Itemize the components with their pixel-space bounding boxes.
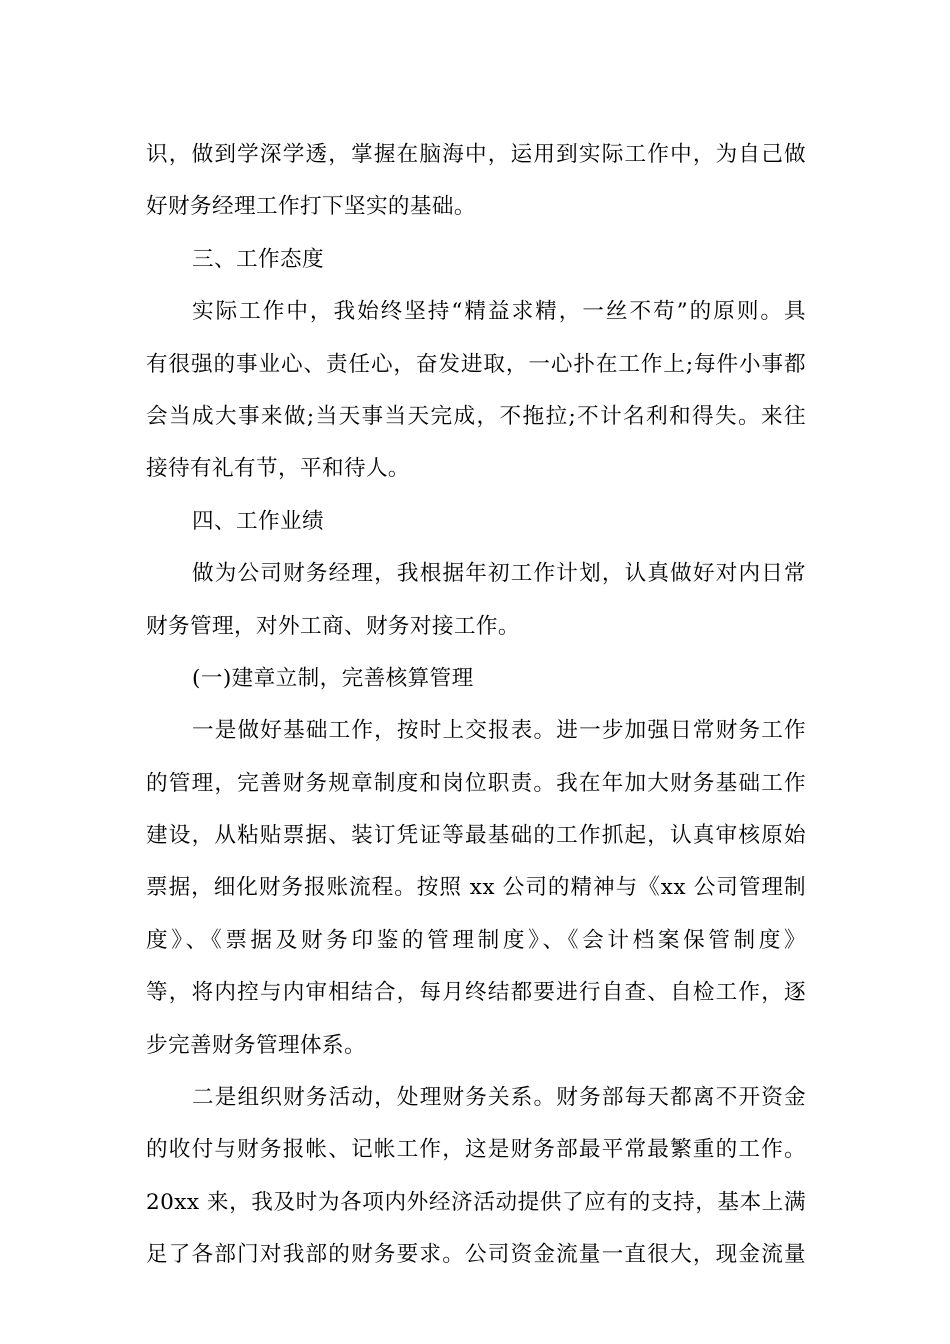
paragraph-line: 等，将内控与内审相结合，每月终结都要进行自查、自检工作，逐	[146, 980, 806, 1006]
paragraph-line: 一是做好基础工作，按时上交报表。进一步加强日常财务工作	[192, 718, 806, 744]
paragraph-line: 建设，从粘贴票据、装订凭证等最基础的工作抓起，认真审核原始	[146, 823, 806, 849]
section-heading: 四、工作业绩	[192, 508, 324, 534]
paragraph-line: 的收付与财务报帐、记帐工作，这是财务部最平常最繁重的工作。	[146, 1137, 806, 1163]
paragraph-line: 票据，细化财务报账流程。按照 xx 公司的精神与《xx 公司管理制	[146, 875, 806, 901]
paragraph-line: 识，做到学深学透，掌握在脑海中，运用到实际工作中，为自己做	[146, 142, 806, 167]
paragraph-line: 度》、《票据及财务印鉴的管理制度》、《会计档案保管制度》	[146, 927, 806, 953]
paragraph-line: 好财务经理工作打下坚实的基础。	[146, 194, 476, 220]
paragraph-line: 二是组织财务活动，处理财务关系。财务部每天都离不开资金	[192, 1085, 806, 1111]
paragraph-line: 20xx 来，我及时为各项内外经济活动提供了应有的支持，基本上满	[146, 1189, 806, 1215]
paragraph-line: 财务管理，对外工商、财务对接工作。	[146, 613, 520, 639]
paragraph-line: 的管理，完善财务规章制度和岗位职责。我在年加大财务基础工作	[146, 770, 806, 796]
document-body	[146, 129, 806, 1282]
section-heading: 三、工作态度	[192, 246, 324, 272]
paragraph-line: 做为公司财务经理，我根据年初工作计划，认真做好对内日常	[192, 561, 806, 587]
paragraph-line: 实际工作中，我始终坚持“精益求精，一丝不苟”的原则。具	[192, 299, 806, 325]
subsection-heading: (一)建章立制，完善核算管理	[192, 665, 474, 691]
paragraph-line: 接待有礼有节，平和待人。	[146, 456, 410, 482]
paragraph-line: 会当成大事来做;当天事当天完成，不拖拉;不计名利和得失。来往	[146, 403, 806, 429]
paragraph-line: 足了各部门对我部的财务要求。公司资金流量一直很大，现金流量	[146, 1242, 806, 1268]
paragraph-line: 有很强的事业心、责任心，奋发进取，一心扑在工作上;每件小事都	[146, 351, 806, 377]
paragraph-line: 步完善财务管理体系。	[146, 1032, 366, 1058]
